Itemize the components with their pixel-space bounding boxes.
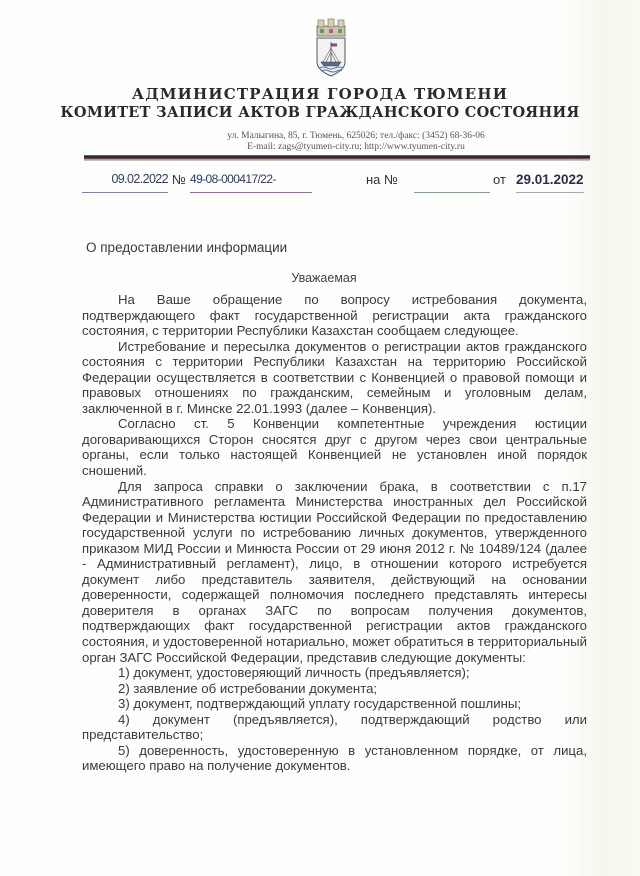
document-list-item: 1) документ, удостоверяющий личность (предъявляется);	[118, 665, 470, 681]
address-line: ул. Малыгина, 85, г. Тюмень, 625026; тел./факс: (3452) 68-36-06	[227, 131, 485, 141]
document-list-item: 3) документ, подтверждающий уплату государственной пошлины;	[118, 696, 521, 712]
in-reply-label: на №	[366, 172, 398, 187]
paragraph: На Ваше обращение по вопросу истребования документа, подтверждающего факт государственной регистрации акта гражданского состояния, с территории Республики Казахстан сообщаем следующее.	[82, 292, 587, 339]
paragraph: Согласно ст. 5 Конвенции компетентные учреждения юстиции договаривающихся Сторон сносятся друг с другом через свои центральные органы, если только настоящей Конвенцией не установлен иной порядок сношений.	[82, 416, 587, 479]
paragraph: Для запроса справки о заключении брака, в соответствии с п.17 Административного регламента Министерства иностранных дел Российской Федерации и Министерства юстиции Российской Федерации по предоставлению государственной услуги по истребованию личных документов, утвержденного приказом МИД России и Минюста России от 29 июня 2012 г. № 10489/124 (далее - Административный регламент), лицо, в отношении которого истребуется документ либо представитель заявителя, действующий на основании доверенности, содержащей полномочия последнего представлять интересы доверителя в органах ЗАГС по вопросам получения документов, подтверждающих факт государственной регистрации актов гражданского состояния, и удостоверенной нотариально, может обратиться в территориальный орган ЗАГС Российской Федерации, представив следующие документы:	[82, 478, 587, 665]
header-divider	[84, 155, 590, 161]
organization-name: АДМИНИСТРАЦИЯ ГОРОДА ТЮМЕНИ	[131, 85, 509, 103]
letter-body	[82, 292, 587, 774]
department-name: КОМИТЕТ ЗАПИСИ АКТОВ ГРАЖДАНСКОГО СОСТОЯНИЯ	[60, 104, 580, 121]
document-list-item: 2) заявление об истребовании документа;	[118, 680, 378, 696]
document-list-item: 4) документ (предъявляется), подтверждающий родство или представительство;	[82, 711, 587, 743]
from-date-label: от	[493, 172, 506, 187]
from-date: 29.01.2022	[516, 172, 584, 193]
email-line: E-mail: zags@tyumen-city.ru; http://www.tyumen-city.ru	[247, 142, 465, 152]
letter-subject: О предоставлении информации	[86, 240, 288, 255]
tyumen-coat-of-arms-icon	[313, 18, 349, 78]
outgoing-number: 49-08-000417/22-	[190, 172, 312, 193]
letter-salutation: Уважаемая	[291, 271, 357, 285]
outgoing-date: 09.02.2022	[82, 172, 168, 193]
in-reply-number	[414, 172, 490, 193]
document-list-item: 5) доверенность, удостоверенную в установленном порядке, от лица, имеющего право на получение документов.	[82, 742, 587, 774]
paragraph: Истребование и пересылка документов о регистрации актов гражданского состояния с территории Республики Казахстан на территорию Российской Федерации осуществляется в соответствии с Конвенцией о правовой помощи и правовых отношениях по гражданским, семейным и уголовным делам, заключенной в г. Минске 22.01.1993 (далее – Конвенция).	[82, 338, 587, 416]
outgoing-number-label: №	[172, 172, 186, 187]
